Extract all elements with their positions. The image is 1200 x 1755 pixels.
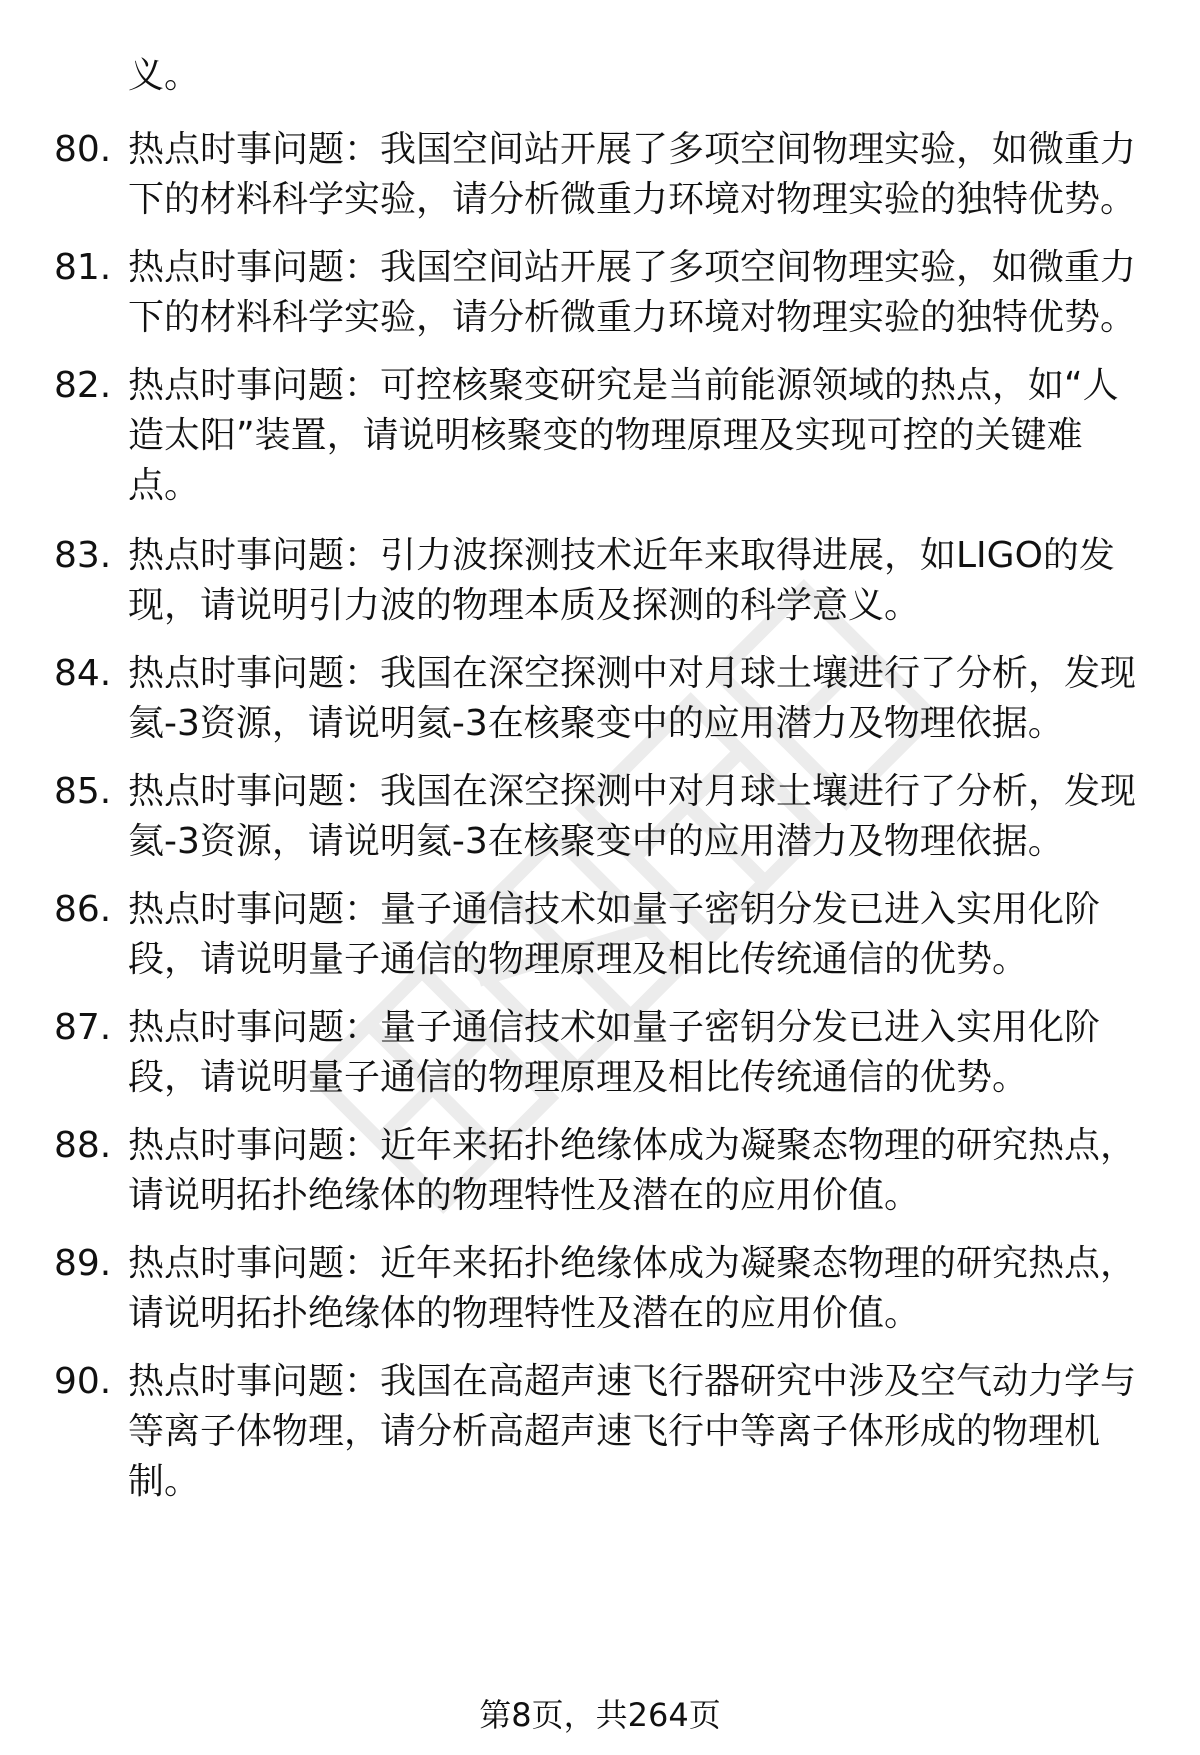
question-text-line: 下的材料科学实验，请分析微重力环境对物理实验的独特优势。 bbox=[128, 179, 1137, 220]
question-text-line: 现，请说明引力波的物理本质及探测的科学意义。 bbox=[128, 585, 921, 626]
question-text-line: 热点时事问题：我国空间站开展了多项空间物理实验，如微重力 bbox=[128, 247, 1137, 288]
question-number: 84. bbox=[54, 653, 112, 694]
question-text-line: 氦-3资源，请说明氦-3在核聚变中的应用潜力及物理依据。 bbox=[128, 821, 1064, 862]
question-text-line: 请说明拓扑绝缘体的物理特性及潜在的应用价值。 bbox=[128, 1175, 921, 1216]
question-text-line: 热点时事问题：近年来拓扑绝缘体成为凝聚态物理的研究热点， bbox=[128, 1243, 1137, 1284]
question-text-line: 热点时事问题：我国在深空探测中对月球土壤进行了分析，发现 bbox=[128, 653, 1137, 694]
question-text-line: 点。 bbox=[128, 465, 201, 506]
lead-in-text: 义。 bbox=[128, 55, 201, 96]
question-text-line: 热点时事问题：量子通信技术如量子密钥分发已进入实用化阶 bbox=[128, 1007, 1101, 1048]
question-number: 80. bbox=[54, 129, 112, 170]
question-text-line: 段，请说明量子通信的物理原理及相比传统通信的优势。 bbox=[128, 939, 1029, 980]
question-number: 85. bbox=[54, 771, 112, 812]
question-number: 90. bbox=[54, 1361, 112, 1402]
question-number: 86. bbox=[54, 889, 112, 930]
question-text-line: 热点时事问题：我国在高超声速飞行器研究中涉及空气动力学与 bbox=[128, 1361, 1137, 1402]
question-text-line: 请说明拓扑绝缘体的物理特性及潜在的应用价值。 bbox=[128, 1293, 921, 1334]
question-text-line: 等离子体物理，请分析高超声速飞行中等离子体形成的物理机 bbox=[128, 1411, 1101, 1452]
question-text-line: 热点时事问题：我国在深空探测中对月球土壤进行了分析，发现 bbox=[128, 771, 1137, 812]
question-text-line: 热点时事问题：可控核聚变研究是当前能源领域的热点，如“人 bbox=[128, 365, 1119, 406]
question-text-line: 下的材料科学实验，请分析微重力环境对物理实验的独特优势。 bbox=[128, 297, 1137, 338]
question-text-line: 段，请说明量子通信的物理原理及相比传统通信的优势。 bbox=[128, 1057, 1029, 1098]
question-number: 82. bbox=[54, 365, 112, 406]
question-number: 81. bbox=[54, 247, 112, 288]
question-number: 87. bbox=[54, 1007, 112, 1048]
page-footer: 第8页，共264页 bbox=[479, 1696, 721, 1734]
question-number: 88. bbox=[54, 1125, 112, 1166]
question-text-line: 制。 bbox=[128, 1461, 201, 1502]
question-text-line: 造太阳”装置，请说明核聚变的物理原理及实现可控的关键难 bbox=[128, 415, 1083, 456]
question-text-line: 热点时事问题：我国空间站开展了多项空间物理实验，如微重力 bbox=[128, 129, 1137, 170]
question-text-line: 热点时事问题：量子通信技术如量子密钥分发已进入实用化阶 bbox=[128, 889, 1101, 930]
question-number: 89. bbox=[54, 1243, 112, 1284]
question-text-line: 热点时事问题：近年来拓扑绝缘体成为凝聚态物理的研究热点， bbox=[128, 1125, 1137, 1166]
question-number: 83. bbox=[54, 535, 112, 576]
question-text-line: 氦-3资源，请说明氦-3在核聚变中的应用潜力及物理依据。 bbox=[128, 703, 1064, 744]
question-text-line: 热点时事问题：引力波探测技术近年来取得进展，如LIGO的发 bbox=[128, 535, 1115, 576]
